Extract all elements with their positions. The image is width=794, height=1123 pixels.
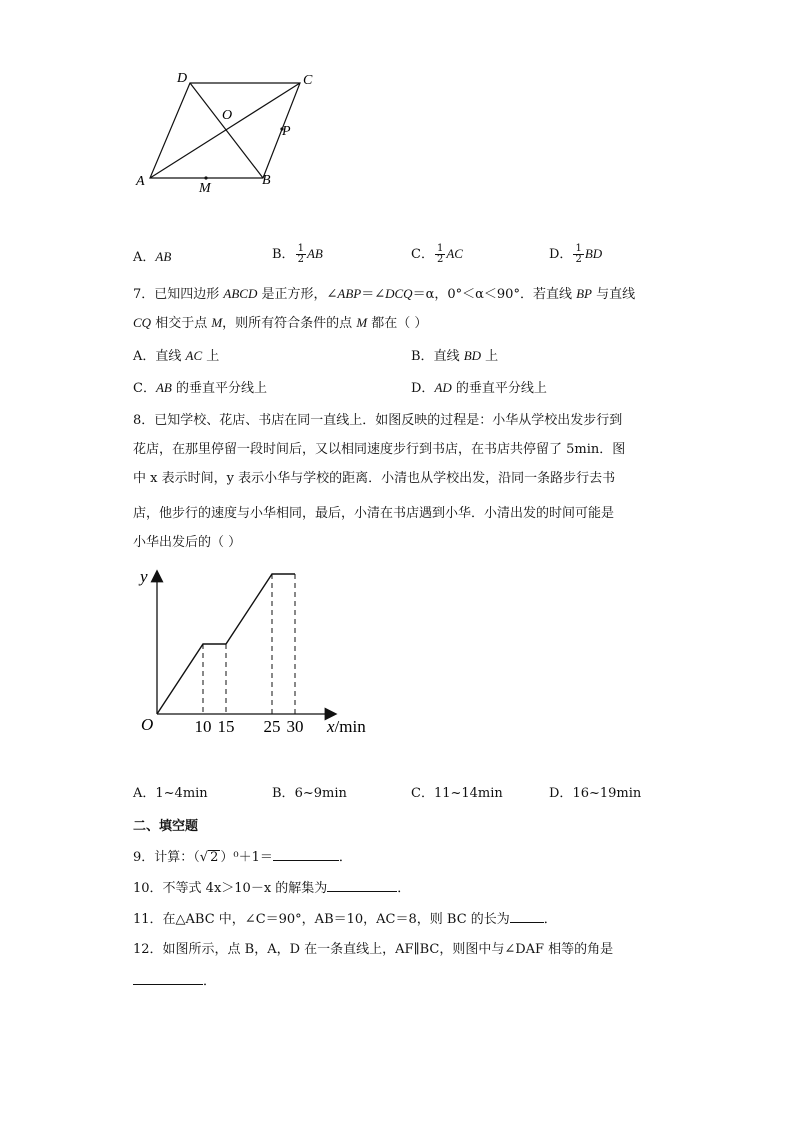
x-tick-label: 10	[194, 717, 212, 736]
q8-option-b: B．6~9min	[272, 786, 347, 801]
q6-option-c-text: AC	[446, 246, 463, 261]
label-p: P	[282, 124, 291, 139]
q7-option-c: C．AB 的垂直平分线上	[133, 380, 267, 396]
q11: 11．在△ABC 中，∠C＝90°，AB＝10，AC＝8，则 BC 的长为 ．	[133, 912, 557, 927]
parallelogram-figure	[130, 62, 330, 202]
q11-answer-blank[interactable]	[510, 910, 544, 923]
origin-label: O	[141, 715, 154, 734]
label-b: B	[262, 173, 271, 188]
q8-line-1: 8．已知学校、花店、书店在同一直线上．如图反映的过程是：小华从学校出发步行到	[133, 413, 623, 428]
q8-line-5: 小华出发后的（ ）	[133, 535, 242, 550]
x-axis-label: x/min	[327, 717, 366, 736]
q12-line-1: 12．如图所示，点 B，A，D 在一条直线上，AF∥BC，则图中与∠DAF 相等的角是	[133, 942, 614, 957]
q6-option-b-letter: B．	[272, 247, 295, 262]
q8-option-c: C．11~14min	[411, 786, 503, 801]
x-tick-label: 30	[286, 717, 304, 736]
q8-line-3: 中 x 表示时间，y 表示小华与学校的距离．小清也从学校出发，沿同一条路步行去书	[133, 471, 616, 486]
q6-option-c-fraction: $\frac{1}{2}$	[436, 243, 444, 265]
q6-option-a-text: AB	[155, 249, 172, 264]
point-m	[204, 176, 207, 179]
q9-answer-blank[interactable]	[273, 848, 339, 861]
q9: 9．计算：（√ 2 ）⁰＋1＝ ．	[133, 850, 352, 865]
q8-line-4: 店，他步行的速度与小华相同，最后，小清在书店遇到小华．小清出发的时间可能是	[133, 506, 615, 521]
q8-line-2: 花店，在那里停留一段时间后，又以相同速度步行到书店，在书店共停留了 5min．图	[133, 442, 626, 457]
q7-option-b: B．直线 BD 上	[411, 348, 499, 364]
label-o: O	[222, 108, 233, 123]
diagonal-ac	[150, 83, 300, 178]
q7-line-1: 7．已知四边形 ABCD 是正方形，∠ABP＝∠DCQ＝α，0°＜α＜90°．若直线 BP 与直线	[133, 286, 636, 302]
q12-line-2: ．	[133, 972, 216, 991]
q6-option-d-fraction: $\frac{1}{2}$	[575, 243, 582, 265]
q6-option-a-letter: A．	[133, 250, 156, 265]
q8-option-a: A．1~4min	[133, 786, 208, 801]
q7-option-a: A．直线 AC 上	[133, 348, 220, 364]
x-tick-label: 15	[217, 717, 235, 736]
label-c: C	[303, 73, 313, 88]
q10: 10．不等式 4x＞10－x 的解集为 ．	[133, 881, 411, 896]
q6-option-d-letter: D．	[549, 247, 573, 262]
q6-option-d-text: BD	[584, 246, 603, 261]
q10-answer-blank[interactable]	[327, 879, 397, 892]
label-m: M	[199, 181, 211, 196]
label-a: A	[136, 174, 145, 189]
q6-option-a	[133, 248, 171, 267]
diagonal-bd	[190, 83, 263, 178]
y-axis-label: y	[140, 567, 148, 586]
q6-option-c-letter: C．	[411, 247, 434, 262]
distance-time-chart	[135, 562, 375, 742]
q6-option-b-fraction: $\frac{1}{2}$	[297, 243, 304, 265]
section-title: 二、填空题	[133, 819, 199, 834]
label-d: D	[177, 71, 188, 86]
q6-option-d	[549, 244, 602, 265]
q7-option-d: D．AD 的垂直平分线上	[411, 380, 547, 396]
q6-option-c	[411, 244, 463, 265]
q8-option-d: D．16~19min	[549, 786, 642, 801]
q12-answer-blank[interactable]	[133, 972, 203, 985]
x-tick-label: 25	[263, 717, 281, 736]
q6-option-b-text: AB	[306, 246, 323, 261]
q6-option-b	[272, 244, 323, 265]
q7-line-2: CQ 相交于点 M，则所有符合条件的点 M 都在（ ）	[133, 315, 428, 331]
